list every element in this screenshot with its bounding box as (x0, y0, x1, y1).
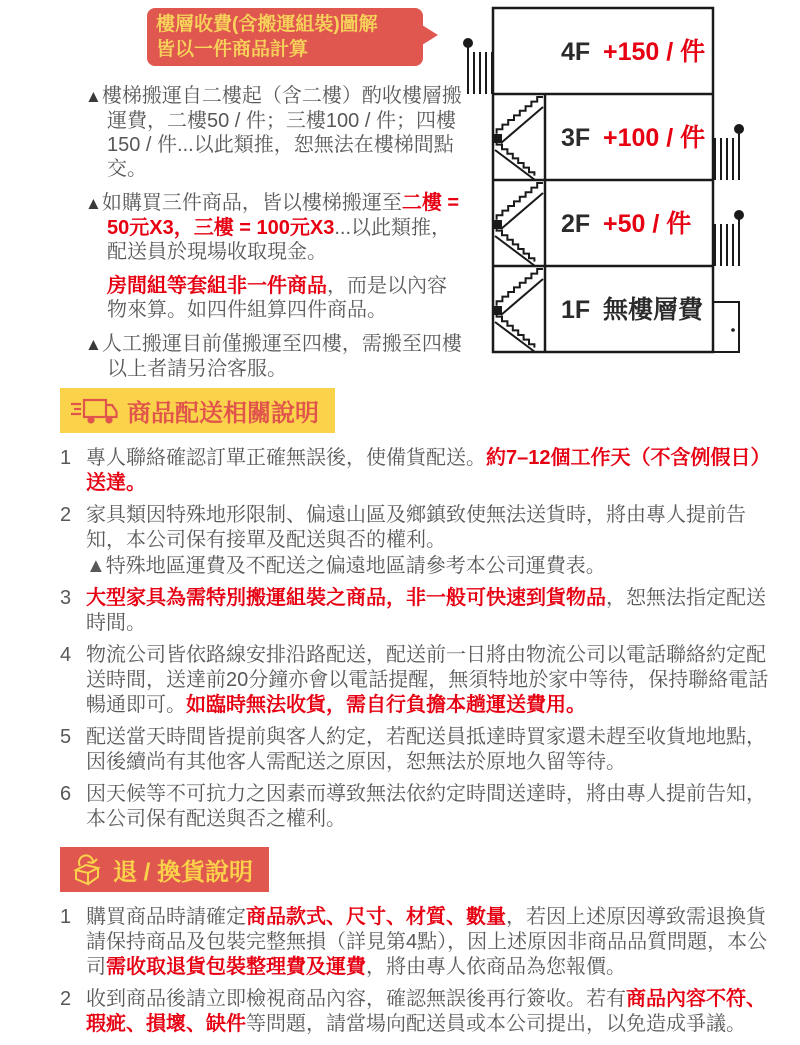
building-floor-diagram (455, 0, 755, 358)
item-number: 6 (60, 783, 72, 805)
floor-fee-callout (147, 8, 423, 66)
floor-fee: +50 / 件 (603, 210, 692, 238)
note-text: 樓梯搬運自二樓起（含二樓）酌收樓層搬運費，二樓50 / 件；三樓100 / 件；四樓150 / 件...以此類推，恕無法在樓梯間點交。 (101, 85, 462, 180)
list-item (60, 782, 775, 832)
item-number: 5 (60, 726, 72, 748)
item-text: 收到商品後請立即檢視商品內容，確認無誤後再行簽收。若有商品內容不符、瑕疵、損壞、缺件等問題，請當場向配送員或本公司提出，以免造成爭議。 (86, 988, 766, 1035)
floor-fee: +100 / 件 (603, 124, 706, 152)
item-text: 配送當天時間皆提前與客人約定，若配送員抵達時買家還未趕至收貨地地點，因後續尚有其他客人需配送之原因，恕無法於原地久留等待。 (86, 726, 766, 773)
returns-header-title: 退 / 換貨說明 (113, 859, 254, 886)
triangle-bullet: ▲ (85, 87, 102, 106)
item-text: 物流公司皆依路線安排沿路配送，配送前一日將由物流公司以電話聯絡約定配送時間，送達前20分鐘亦會以電話提醒，無須特地於家中等待，保持聯絡電話暢通即可。如臨時無法收貨，需自行負擔本趟運送費用。 (86, 644, 769, 716)
callout-line2: 皆以一件商品計算 (156, 39, 309, 60)
item-number: 1 (60, 906, 72, 928)
item-number: 1 (60, 447, 72, 469)
callout-line1: 樓層收費(含搬運組裝)圖解 (156, 14, 378, 35)
stairs-icon (493, 97, 543, 180)
floor-fee: 無樓層費 (603, 296, 704, 324)
item-text: 專人聯絡確認訂單正確無誤後，使備貨配送。約7–12個工作天（不含例假日）送達。 (86, 447, 771, 494)
list-item (60, 586, 775, 636)
balcony-railing-icon (715, 210, 744, 266)
list-item (60, 446, 775, 496)
floor-note (85, 191, 465, 264)
item-text: 因天候等不可抗力之因素而導致無法依約定時間送達時，將由專人提前告知，本公司保有配送與否之權利。 (86, 783, 766, 830)
item-number: 4 (60, 644, 72, 666)
returns-section-header (60, 847, 269, 892)
list-item (60, 905, 775, 980)
note-text: 人工搬運目前僅搬運至四樓，需搬至四樓以上者請另洽客服。 (101, 333, 462, 380)
list-item (60, 987, 775, 1037)
item-number: 3 (60, 587, 72, 609)
item-text: 購買商品時請確定商品款式、尺寸、材質、數量，若因上述原因導致需退換貨請保持商品及包裝完整無損（詳見第4點），因上述原因非商品品質問題，本公司需收取退貨包裝整理費及運費，將由專人依商品為您報價。 (86, 906, 768, 978)
floor-note (85, 84, 465, 181)
note-text: 如購買三件商品，皆以樓梯搬運至二樓 = 50元X3，三樓 = 100元X3...以此類推，配送員於現場收取現金。 (101, 192, 460, 263)
triangle-bullet: ▲ (85, 335, 102, 354)
floor-label: 4F (561, 38, 591, 66)
floor-fee: +150 / 件 (603, 38, 706, 66)
note-text: 房間組等套組非一件商品，而是以內容物來算。如四件組算四件商品。 (107, 275, 447, 321)
balcony-railing-icon (463, 38, 492, 94)
item-number: 2 (60, 504, 72, 526)
returns-list (60, 905, 775, 1037)
item-text (86, 503, 775, 579)
floor-note (85, 274, 465, 322)
floor-note (85, 332, 465, 381)
list-item (60, 503, 775, 579)
item-text: 大型家具為需特別搬運組裝之商品，非一般可快速到貨物品，恕無法指定配送時間。 (86, 587, 766, 634)
floor-label: 3F (561, 124, 591, 152)
delivery-list (60, 446, 775, 832)
floor-label: 1F (561, 296, 591, 324)
delivery-section-header (60, 388, 335, 433)
floor-fee-section (0, 0, 800, 388)
triangle-bullet: ▲ (85, 194, 102, 213)
door-icon (713, 302, 739, 352)
item-subnote: ▲特殊地區運費及不配送之偏遠地區請參考本公司運費表。 (86, 555, 606, 577)
floor-label: 2F (561, 210, 591, 238)
balcony-railing-icon (715, 124, 744, 180)
item-text-main: 家具類因特殊地形限制、偏遠山區及鄉鎮致使無法送貨時，將由專人提前告知，本公司保有接單及配送與否的權利。 (86, 504, 746, 551)
stairs-icon (493, 269, 543, 352)
box-return-icon (70, 854, 104, 886)
list-item (60, 725, 775, 775)
item-number: 2 (60, 988, 72, 1010)
stairs-icon (493, 183, 543, 266)
truck-icon (70, 395, 118, 427)
delivery-header-title: 商品配送相關說明 (127, 400, 319, 427)
floor-fee-notes (85, 84, 465, 391)
list-item (60, 643, 775, 718)
